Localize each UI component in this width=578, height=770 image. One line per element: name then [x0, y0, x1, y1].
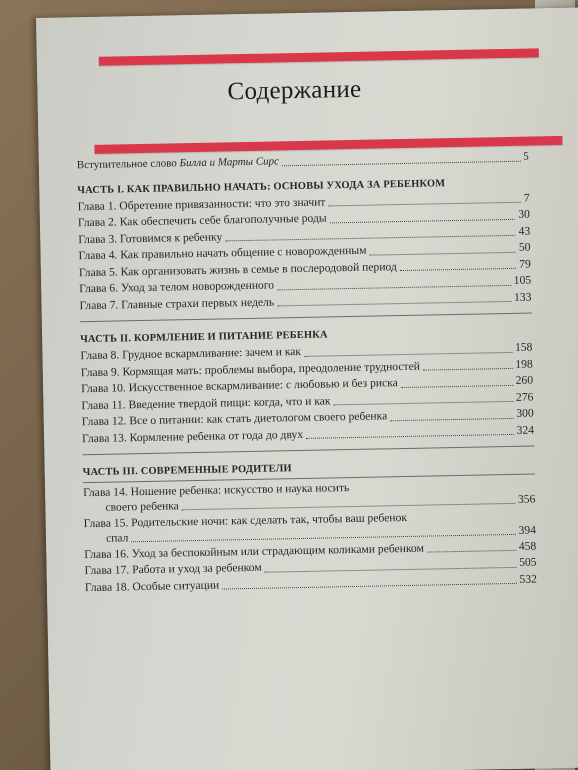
- intro-prefix: Вступительное слово: [76, 157, 180, 172]
- page-number: 300: [516, 406, 534, 420]
- leader-dots: [306, 434, 514, 439]
- leader-dots: [401, 385, 513, 388]
- leader-dots: [304, 352, 512, 357]
- chapter-title-line1: Глава 15. Родительские ночи: как сделать так, чтобы ваш ребенок: [83, 510, 408, 531]
- chapter-title-line1: Глава 14. Ношение ребенка: искусство и наука носить: [82, 481, 350, 500]
- chapter-title: Глава 2. Как обеспечить себе благополучные роды: [77, 211, 327, 230]
- leader-dots: [330, 219, 516, 224]
- page-number: 133: [513, 290, 532, 304]
- leader-dots: [370, 252, 516, 256]
- part-3-title: ЧАСТЬ III. СОВРЕМЕННЫЕ РОДИТЕЛИ: [82, 463, 292, 479]
- top-red-rule: [99, 48, 539, 65]
- book-page: [36, 7, 578, 770]
- page-number: 458: [518, 539, 537, 553]
- intro-authors: Билла и Марты Сирс: [179, 155, 280, 170]
- leader-dots: [427, 550, 516, 553]
- chapter-title: Глава 7. Главные страхи первых недель: [79, 295, 275, 312]
- page-number: 394: [518, 522, 537, 537]
- leader-dots: [222, 583, 516, 590]
- chapter-title: Глава 5. Как организовать жизнь в семье в послеродовой период: [78, 259, 397, 279]
- page-number: 532: [519, 572, 537, 586]
- chapter-title-line2: своего ребенка: [105, 498, 179, 514]
- leader-dots: [400, 268, 516, 271]
- page-number: 7: [523, 191, 530, 205]
- page-number: 324: [516, 423, 535, 437]
- table-of-contents: [77, 151, 537, 598]
- chapter-title: Глава 17. Работа и уход за ребенком: [84, 561, 262, 578]
- chapter-title: Глава 4. Как правильно начать общение с новорожденным: [78, 243, 367, 263]
- part-2-title: ЧАСТЬ II. КОРМЛЕНИЕ И ПИТАНИЕ РЕБЕНКА: [80, 329, 328, 346]
- leader-dots: [225, 235, 515, 242]
- page-number: 30: [518, 207, 530, 222]
- page-number: 356: [517, 492, 536, 506]
- page-number: 260: [515, 373, 534, 387]
- page-title: Содержание: [227, 75, 362, 106]
- page-number: 505: [519, 555, 537, 570]
- leader-dots: [282, 160, 520, 166]
- chapter-title: Глава 12. Все о питании: как стать диетологом своего ребенка: [81, 409, 388, 429]
- page-number: 50: [518, 240, 531, 254]
- page-number: 198: [515, 357, 533, 371]
- leader-dots: [277, 301, 511, 306]
- page-number: 105: [513, 273, 532, 288]
- page-number: 276: [515, 390, 534, 404]
- chapter-title: Глава 18. Особые ситуации: [84, 578, 220, 595]
- intro-entry: [77, 151, 529, 173]
- page-number: 79: [519, 257, 531, 271]
- chapter-title: Глава 11. Введение твердой пищи: когда, что и как: [81, 394, 331, 412]
- page-number: 43: [518, 224, 531, 238]
- page-number: 158: [514, 340, 533, 355]
- section-divider: [82, 446, 534, 456]
- chapter-title: Глава 8. Грудное вскармливание: зачем и как: [80, 345, 302, 363]
- chapter-title: Глава 13. Кормление ребенка от года до двух: [81, 427, 304, 445]
- page-number: 5: [523, 150, 529, 163]
- chapter-title: Глава 10. Искусственное вскармливание: с любовью и без риска: [81, 376, 398, 396]
- leader-dots: [265, 567, 517, 573]
- leader-dots: [277, 285, 511, 290]
- chapter-title: Глава 9. Кормящая мать: проблемы выбора, преодоление трудностей: [80, 359, 420, 379]
- section-divider: [80, 313, 532, 323]
- leader-dots: [423, 368, 512, 371]
- chapter-title-line2: спал: [105, 530, 129, 545]
- chapter-title: Глава 1. Обретение привязанности: что это значит: [77, 195, 326, 213]
- part-1-title: ЧАСТЬ I. КАК ПРАВИЛЬНО НАЧАТЬ: ОСНОВЫ УХОДА ЗА РЕБЕНКОМ: [77, 177, 446, 196]
- leader-dots: [334, 401, 514, 405]
- leader-dots: [390, 417, 513, 420]
- chapter-title: Глава 16. Уход за беспокойным или страдающим коликами ребенком: [84, 541, 424, 562]
- chapter-title: Глава 3. Готовимся к ребенку: [78, 230, 223, 246]
- chapter-title: Глава 6. Уход за телом новорожденного: [79, 278, 275, 296]
- leader-dots: [328, 202, 520, 207]
